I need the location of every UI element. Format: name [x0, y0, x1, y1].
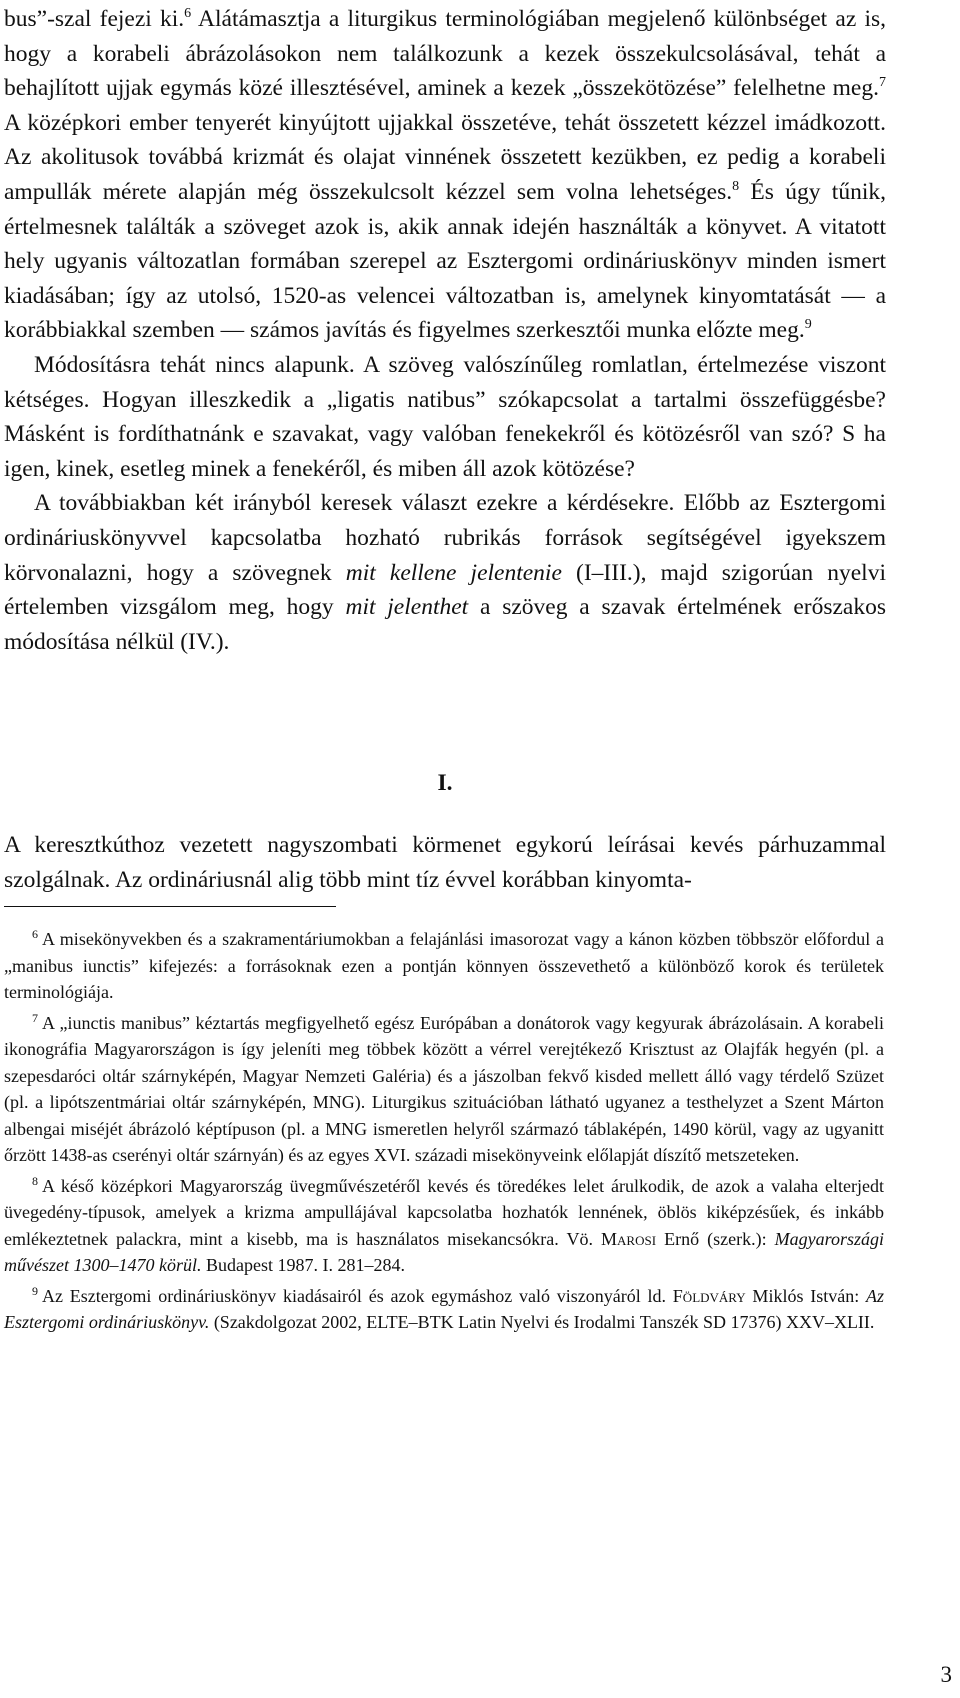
footnote-text: A misekönyvekben és a szakramentáriumokban a felajánlási imasorozat vagy a kánon közben többször előfordul a „manibus iunctis” kifejezés: a forrásoknak ezen a pontján könnyen összevethető a különböző korok és területek terminológiája. [4, 929, 884, 1002]
footnote-ref-9[interactable]: 9 [804, 317, 812, 333]
footnote-9 [4, 1283, 884, 1336]
paragraph-3 [4, 486, 886, 659]
author-name: Marosi [601, 1228, 657, 1249]
page-number: 3 [940, 1662, 952, 1687]
footnote-number: 7 [32, 1010, 38, 1025]
text-run: A középkori ember tenyerét kinyújtott ujjakkal összetéve, tehát összetett kézzel imádkozott. Az akolitusok továbbá krizmát és olajat vinnének összetett kezükben, ez pedig a korabeli ampullák mérete alapján még összekulcsolt kézzel sem volna lehetséges. [4, 109, 886, 205]
cited-title: Magyarországi művészet 1300–1470 körül. [4, 1228, 884, 1275]
footnote-7 [4, 1010, 884, 1169]
section-heading: I. [437, 770, 453, 796]
footnote-text: (Szakdolgozat 2002, ELTE–BTK Latin Nyelvi és Irodalmi Tanszék SD 17376) XXV–XLII. [209, 1312, 875, 1332]
footnote-number: 6 [32, 927, 38, 941]
author-name: Földváry [672, 1285, 746, 1306]
footnote-ref-6[interactable]: 6 [184, 6, 192, 22]
text-run: bus”-szal fejezi ki. [4, 6, 185, 32]
emphasis: mit jelenthet [345, 594, 469, 621]
text-run: Alátámasztja a liturgikus terminológiában megjelenő különbséget az is, hogy a korabeli ábrázolásokon nem találkozunk a kezek összekulcsolásával, tehát a behajlított ujjak egymás közé illesztésével, aminek a kezek „összekötözése” felelhetne meg. [4, 6, 887, 102]
text-run: És úgy tűnik, értelmesnek találták a szöveget azok is, akik annak idején használták a könyvet. A vitatott hely ugyanis változatlan formában szerepel az Esztergomi ordináriuskönyv minden ismert kiadásában; így az utolsó, 1520-as velencei változatban is, amelynek kinyomtatását — a korábbiakkal szemben — számos javítás és figyelmes szerkesztői munka előzte meg. [4, 178, 886, 344]
footnote-ref-7[interactable]: 7 [879, 75, 886, 91]
footnote-ref-8[interactable]: 8 [732, 179, 740, 195]
footnote-divider [4, 906, 336, 907]
footnote-6 [4, 926, 884, 1006]
footnote-text: A „iunctis manibus” kéztartás megfigyelhető egész Európában a donátorok vagy kegyurak ábrázolásain. A korabeli ikonográfia Magyarországon is így jeleníti meg többek között a vérrel verejtékező Krisztust az Olajfák hegyén (pl. a szepesdaróci oltár szárnyképén, Magyar Nemzeti Galéria) és a jászolban fekvő kisded mellett álló vagy térdelő Szüzet (pl. a lipótszentmáriai oltár szárnyképén, MNG). Liturgikus szituációban látható ugyanez a testhelyzet a Szent Márton albengai miséjét ábrázoló képtípuson (pl. a MNG ismeretlen helyről származó táblaképén, 1490 körül, vagy az ugyanitt őrzött 1438-as cserényi oltár szárnyán) és az egyes XVI. századi misekönyveink előlapját díszítő metszeteken. [4, 1012, 884, 1165]
footnotes [4, 926, 884, 1340]
text-run: A továbbiakban két irányból keresek választ ezekre a kérdésekre. Előbb az Esztergomi ordináriuskönyvvel kapcsolatba hozható rubrikás források segítségével igyekszem körvonalazni, hogy a szövegnek [4, 490, 886, 586]
footnote-number: 9 [32, 1283, 38, 1298]
footnote-8 [4, 1173, 884, 1279]
footnote-text: Budapest 1987. I. 281–284. [201, 1255, 405, 1275]
text-run: a szöveg a szavak értelmének erőszakos módosítása nélkül (IV.). [4, 594, 887, 655]
section-paragraph: A keresztkúthoz vezetett nagyszombati körmenet egykorú leírásai kevés párhuzammal szolgálnak. Az ordináriusnál alig több mint tíz évvel korábban kinyomta- [4, 832, 886, 893]
emphasis: mit kellene jelentenie [345, 559, 562, 586]
cited-title: Az Esztergomi ordináriuskönyv. [4, 1285, 884, 1332]
footnote-text: A késő középkori Magyarország üvegművészetéről kevés és töredékes lelet árulkodik, de azok a valaha elterjedt üvegedény-típusok, amelyek a krizma ampullájával kapcsolatba hozhatók lennének, öblös kiképzésűek, és inkább emlékeztetnek palackra, mint a kisebb, ma is használatos misekancsókra. Vö. [4, 1175, 884, 1249]
footnote-number: 8 [32, 1173, 38, 1188]
paragraph-1 [4, 2, 886, 348]
text-run: (I–III.), majd szigorúan nyelvi értelemben vizsgálom meg, hogy [4, 559, 886, 621]
footnote-text: Az Esztergomi ordináriuskönyv kiadásairól és azok egymáshoz való viszonyáról ld. [42, 1285, 673, 1306]
footnote-text: Ernő (szerk.): [656, 1228, 775, 1249]
page-body [4, 2, 887, 893]
footnote-text: Miklós István: [745, 1285, 866, 1306]
paragraph-2: Módosításra tehát nincs alapunk. A szöveg valószínűleg romlatlan, értelmezése viszont kétséges. Hogyan illeszkedik a „ligatis natibus” szókapcsolat a tartalmi összefüggésbe? Másként is fordíthatnánk e szavakat, vagy valóban fenekekről és kötözésről van szó? S ha igen, kinek, esetleg minek a fenekéről, és miben áll azok kötözése? [4, 351, 886, 482]
